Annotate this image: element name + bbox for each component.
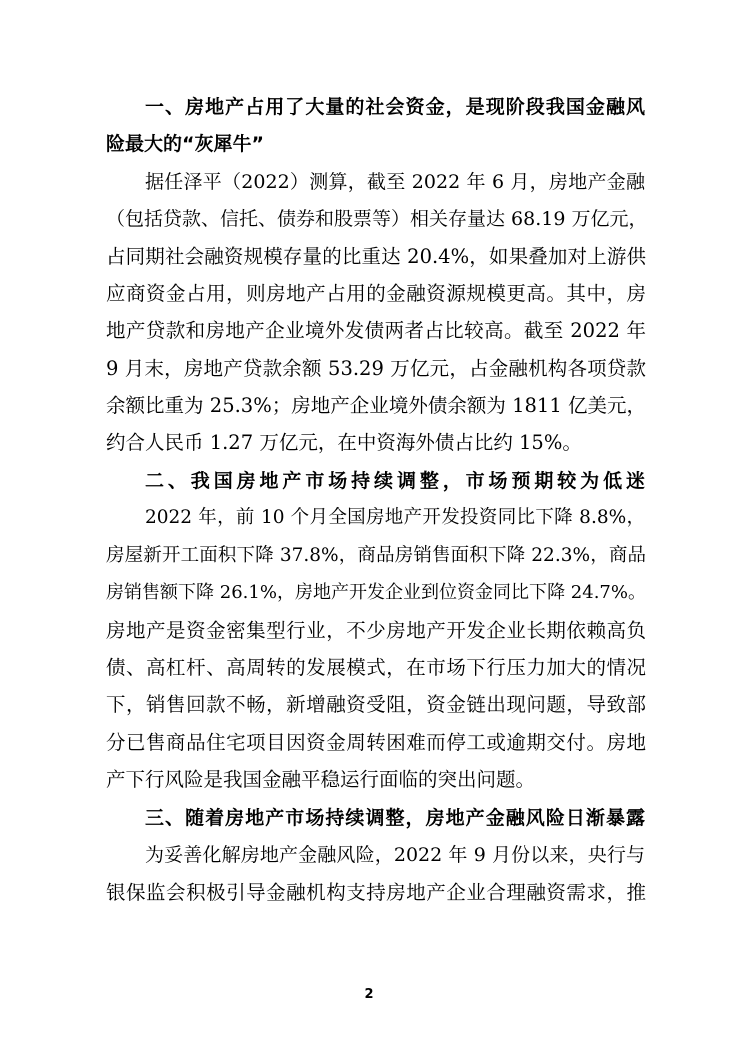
page-number: 2 (364, 987, 374, 1002)
paragraph-line: 应商资金占用，则房地产占用的金融资源规模更高。其中，房 (106, 282, 646, 305)
paragraph-line: 2022 年，前 10 个月全国房地产开发投资同比下降 8.8%， (145, 507, 645, 528)
paragraph-line: 据任泽平（2022）测算，截至 2022 年 6 月，房地产金融 (145, 171, 645, 193)
paragraph-line: 产下行风险是我国金融平稳运行面临的突出问题。 (106, 768, 536, 791)
section-heading: 二、我国房地产市场持续调整，市场预期较为低迷 (145, 470, 645, 492)
paragraph-line: 银保监会积极引导金融机构支持房地产企业合理融资需求，推 (106, 881, 646, 904)
paragraph-line: 房屋新开工面积下降 37.8%，商品房销售面积下降 22.3%，商品 (106, 545, 646, 566)
paragraph-line: 余额比重为 25.3%；房地产企业境外债余额为 1811 亿美元， (106, 394, 646, 417)
paragraph-line: 房销售额下降 26.1%，房地产开发企业到位资金同比下降 24.7%。 (106, 582, 646, 603)
paragraph-line: 分已售商品住宅项目因资金周转困难而停工或逾期交付。房地 (106, 731, 646, 754)
paragraph-line: 下，销售回款不畅，新增融资受阻，资金链出现问题，导致部 (106, 693, 646, 716)
paragraph-line: 占同期社会融资规模存量的比重达 20.4%，如果叠加对上游供 (106, 245, 646, 268)
paragraph-line: 房地产是资金密集型行业，不少房地产开发企业长期依赖高负 (106, 619, 646, 642)
paragraph-line: 9 月末，房地产贷款余额 53.29 万亿元，占金融机构各项贷款 (106, 357, 646, 380)
paragraph-line: 约合人民币 1.27 万亿元，在中资海外债占比约 15%。 (106, 431, 582, 454)
paragraph-line: 地产贷款和房地产企业境外发债两者占比较高。截至 2022 年 (106, 319, 646, 342)
paragraph-line: 为妥善化解房地产金融风险，2022 年 9 月份以来，央行与 (145, 844, 645, 866)
section-heading: 险最大的“灰犀牛” (106, 133, 264, 155)
section-heading: 一、房地产占用了大量的社会资金，是现阶段我国金融风 (145, 96, 645, 118)
paragraph-line: 债、高杠杆、高周转的发展模式，在市场下行压力加大的情况 (106, 656, 646, 679)
paragraph-line: （包括贷款、信托、债券和股票等）相关存量达 68.19 万亿元， (106, 208, 648, 230)
section-heading: 三、随着房地产市场持续调整，房地产金融风险日渐暴露 (145, 807, 645, 829)
